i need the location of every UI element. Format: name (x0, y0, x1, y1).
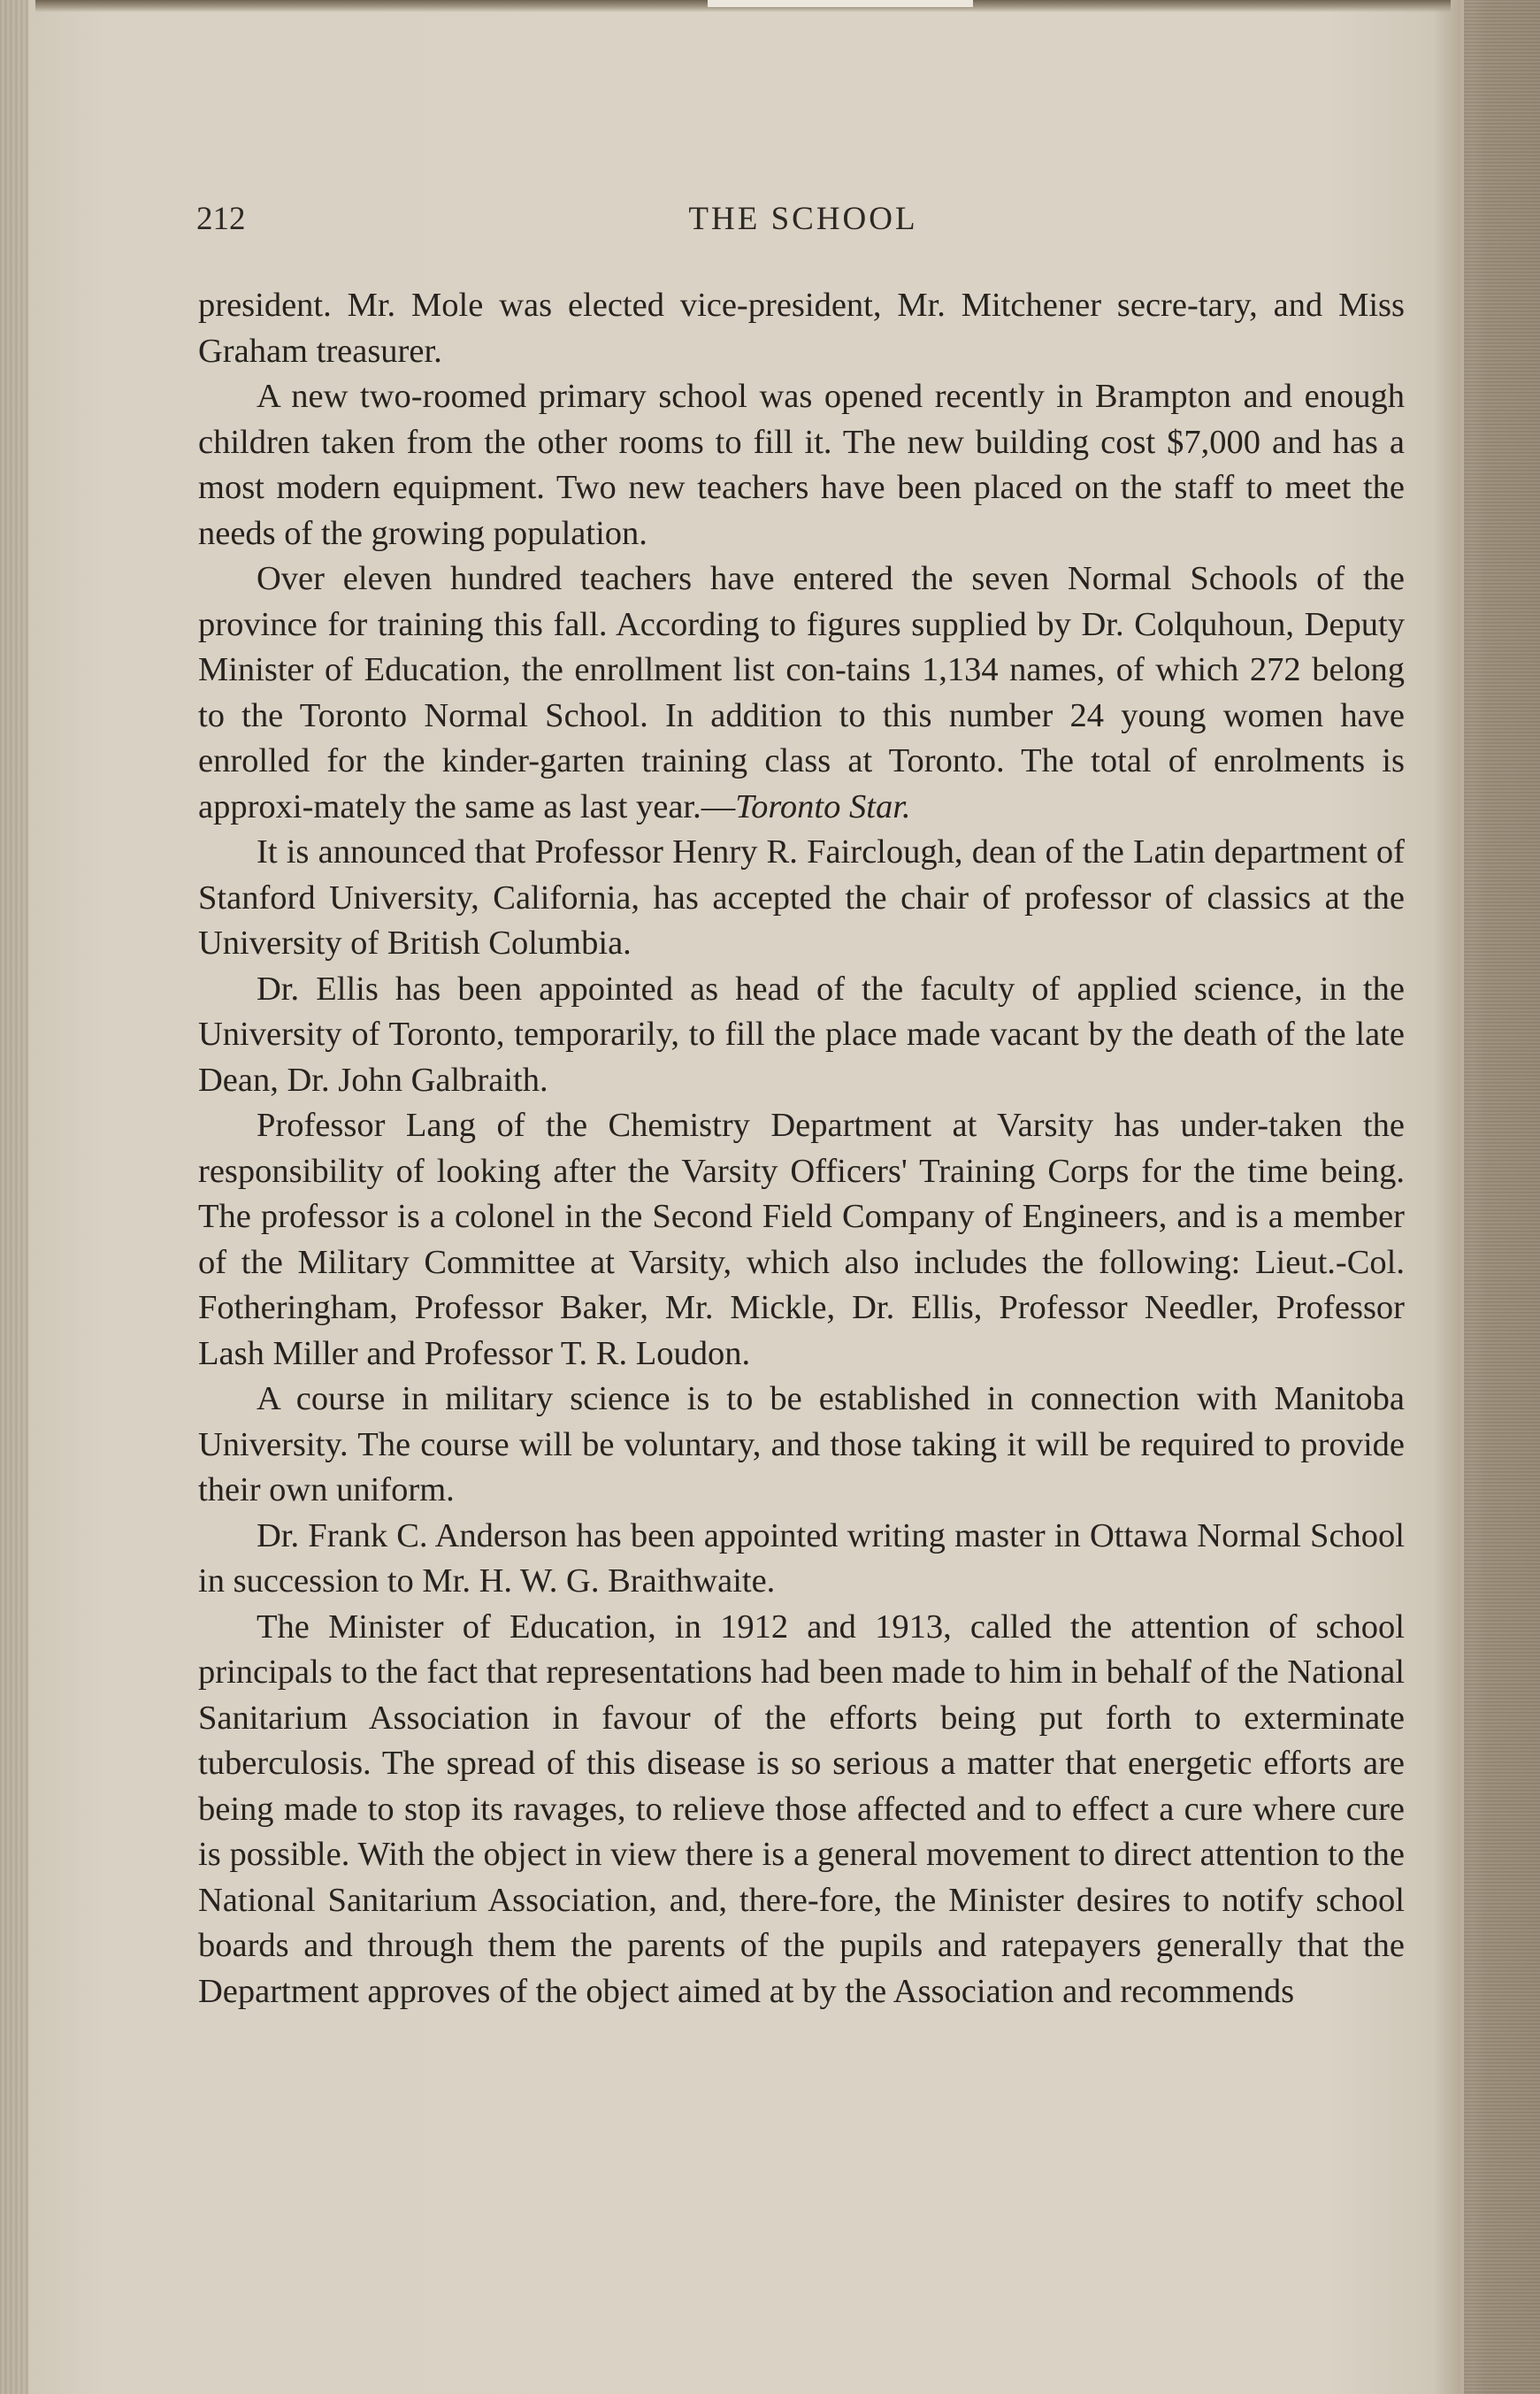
paragraph-fairclough: It is announced that Professor Henry R. Fairclough, dean of the Latin department of Stanford University, California, has accepted the chair of professor of classics at the University of British Columbia. (198, 833, 1405, 962)
paragraph-text: Over eleven hundred teachers have entered the seven Normal Schools of the province for training this fall. According to figures supplied by Dr. Colquhoun, Deputy Minister of Education, the enrollment list con-tains 1,134 names, of which 272 belong to the Toronto Normal School. In addition to this number 24 young women have enrolled for the kinder-garten training class at Toronto. The total of enrolments is approxi-mately the same as last year.— (198, 560, 1405, 825)
paragraph-association-officers: president. Mr. Mole was elected vice-president, Mr. Mitchener secre-tary, and Miss Graham treasurer. (198, 287, 1405, 370)
paper-strip (708, 0, 973, 7)
running-title: THE SCHOOL (688, 201, 918, 237)
page-number: 212 (196, 201, 246, 237)
article-body (198, 283, 1405, 2014)
paragraph-anderson: Dr. Frank C. Anderson has been appointed writing master in Ottawa Normal School in succession to Mr. H. W. G. Braithwaite. (198, 1516, 1405, 1600)
source-citation: Toronto Star. (735, 787, 911, 825)
paragraph-tuberculosis: The Minister of Education, in 1912 and 1913, called the attention of school principals to the fact that representations had been made to him in behalf of the National Sanitarium Association in favour of the efforts being put forth to exterminate tuberculosis. The spread of this disease is so serious a matter that energetic efforts are being made to stop its ravages, to relieve those affected and to effect a cure where cure is possible. With the object in view there is a general movement to direct attention to the National Sanitarium Association, and, there-fore, the Minister desires to notify school boards and through them the parents of the pupils and ratepayers generally that the Department approves of the object aimed at by the Association and recommends (198, 1608, 1405, 2010)
paragraph-brampton-school: A new two-roomed primary school was opened recently in Brampton and enough children taken from the other rooms to fill it. The new building cost $7,000 and has a most modern equipment. Two new teachers have been placed on the staff to meet the needs of the growing population. (198, 378, 1405, 552)
book-spine-edge (0, 0, 28, 2394)
paragraph-normal-schools (198, 556, 1405, 830)
page-fore-edge (1464, 0, 1540, 2394)
paragraph-ellis: Dr. Ellis has been appointed as head of the faculty of applied science, in the University of Toronto, temporarily, to fill the place made vacant by the death of the late Dean, Dr. John Galbraith. (198, 970, 1405, 1099)
paragraph-military-science: A course in military science is to be established in connection with Manitoba University. The course will be voluntary, and those taking it will be required to provide their own uniform. (198, 1380, 1405, 1508)
running-head (196, 200, 1410, 244)
paragraph-lang: Professor Lang of the Chemistry Department at Varsity has under-taken the responsibility of looking after the Varsity Officers' Training Corps for the time being. The professor is a colonel in the Second Field Company of Engineers, and is a member of the Military Committee at Varsity, which also includes the following: Lieut.-Col. Fotheringham, Professor Baker, Mr. Mickle, Dr. Ellis, Professor Needler, Professor Lash Miller and Professor T. R. Loudon. (198, 1107, 1405, 1372)
